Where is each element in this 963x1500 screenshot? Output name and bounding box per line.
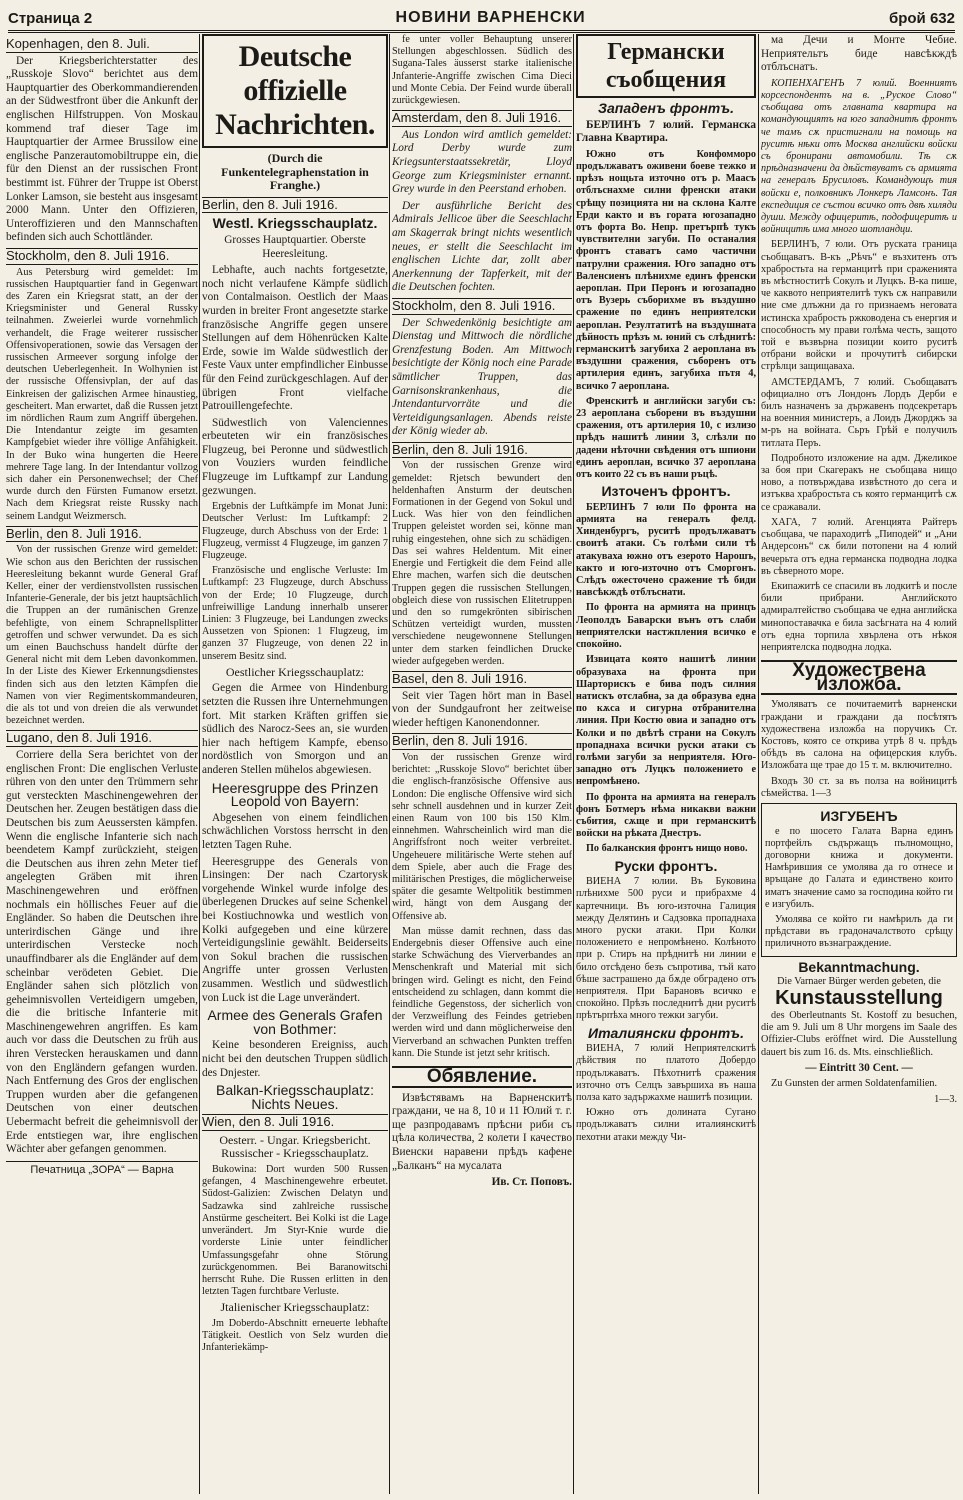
article-text: [761, 776, 957, 800]
article-text: По фронта на армията на принцъ Леополдъ Баварски вънъ отъ слаби неприятелски настжпления всичко е спокойно.: [576, 602, 756, 651]
advertisement-title: Обявление.: [392, 1066, 572, 1088]
article-text: БЕРЛИНЪ 7 юлий. Германска Главна Квартира.: [576, 118, 756, 145]
article-text: е по шосето Галата Варна единъ портфейлъ съдържащъ пълномощно, договорни книжа и документи. Намѣрившия се умолява да го отнесе и връщане до Галата и единствено които иматъ значение само за господина който ги е изгубилъ.: [765, 825, 953, 910]
hq-line: Grosses Hauptquartier. Oberste Heeresleitung.: [224, 233, 366, 260]
article-text: Der ausführliche Bericht des Admirals Jellicoe über die Seeschlacht am Skagerrak bringt nichts wesentlich neues, er stellt die Seeschlacht im englischen Lichte dar, zollt aber Anerkennung der Tapferkeit, mit der die Deutschen fochten.: [392, 199, 572, 294]
article-text: БЕРЛИНЪ 7 юли По фронта на армията на генералъ фелд. Хинденбургъ, руситѣ продължаватъ своитѣ атаки. Съ голѣми сили тѣ атакуваха южно отъ езерото Нарошъ, както и юго-източно отъ Сморгонъ. Слѣдъ ожесточено сражение тѣ биди навсѣкждѣ отблъснати.: [576, 501, 756, 599]
dateline: Stockholm, den 8. Juli 1916.: [6, 248, 198, 265]
section-heading: Jtalienischer Kriegsschauplatz:: [220, 1300, 370, 1315]
section-heading: Balkan-Kriegsschauplatz: Nichts Neues.: [216, 1082, 374, 1112]
article-text: Aus Petersburg wird gemeldet: Im russischen Hauptquartier fand in Gegenwart des Zaren ein Kriegsrat statt, an der der Kriegsminister und General Russky teilnahmen. Zweierlei wurde vornehmlich verhandelt, die Frage weiterer russischer Offensivoperationen, sowie das Versagen der russischen Armeever sorgung infolge der deutschen Ueberlegenheit. In Wolhynien ist der russische Offensivplan, der auf das Einkreisen der galizischen Armee hinaustieg, gescheitert. Man erwartet, daß die Russen jetzt im nördlichen Raum zum Angriff übergehen. Die Intendantur zeigte im gesamten Kampfgebiet wieder ihre völlige Anfähigkeit. In der Buko wina hungerten die Heere mehrere Tage lang. In der Intendantur vollzog sich daher ein Personenwechsel; der Chef wurde durch den Fürsten Fumanow ersetzt. Nach dem Kriegsrat reiste Russky nach seinem Landgut Weizmersch.: [6, 266, 198, 522]
dateline: Berlin, den 8. Juli 1916.: [202, 197, 388, 214]
column-rule: [199, 34, 200, 1494]
article-text: ХАГА, 7 юлий. Агенцията Райтеръ съобщава, че параходитѣ „Пиподей“ и „Ани Андерсонъ“ сѫ били потопени на 4 юлий вечерьта отъ една германска подводна лодка въ сѣверното море.: [761, 516, 957, 577]
article-text: Der Schwedenkönig besichtigte am Dienstag und Mittwoch die nördliche Grenzfestung Boden. Am Mittwoch besichtigte der König noch eine Parade sämtlicher Truppen, das Garnisonskrankenhaus, die Jntendanturvorräte und die Verteidigungsanlagen. Abends reiste der König wieder ab.: [392, 316, 572, 438]
article-text: ВИЕНА 7 юлии. Въ Буковина плѣнихме 500 руси и прибрахме 4 картечници. Въ юго-източна Галиция между Делятинъ и Садзовка пропаднаха много руски атаки. При Колки положението е непромѣнено. Колѣното при р. Стиръ на прѣднитѣ ни линии е било отсѣдено безъ съпротива, тъй като бѣше застрашено да бѫде обградено отъ неприятеля. При Барановъ всичко е спокойно. Прѣзъ последнитѣ дни руситѣ прѣтърпѣха много тежки загуби.: [576, 876, 756, 1022]
article-text: По балканския фронтъ нищо ново.: [586, 843, 748, 855]
ad-run: 1—3.: [934, 1093, 957, 1105]
article-text: Keine besonderen Ereigniss, auch nicht bei den deutschen Truppen südlich des Dnjester.: [202, 1039, 388, 1079]
article-text: Умоляватъ се почитаемитѣ варненски граждани и граждани да посѣтятъ художествена изложба на поручикъ Ст. Костовъ, която се открива утрѣ 8 ч. прѣдъ обѣдъ въ салона на офицерския клубъ. Изложбата ще трае до 15 т. м. включително.: [761, 699, 957, 772]
section-heading: Heeresgruppe des Prinzen Leopold von Bayern:: [211, 779, 379, 810]
article-text: Gegen die Armee von Hindenburg setzten die Russen ihre Unternehmungen fort. Mit starken Kräften griffen sie südlich des Narocz-Sees an, sie wurden hier nach heftigem Kampfe, ebenso nordöstlich von Smorgon und an anderen Stellen mühelos abgewiesen.: [202, 682, 388, 777]
dateline: Amsterdam, den 8. Juli 1916.: [392, 110, 572, 127]
column-2: [202, 34, 388, 1494]
dateline: Kopenhagen, den 8. Juli.: [6, 37, 198, 53]
article-text: Jm Doberdo-Abschnitt erneuerte lebhafte Tätigkeit. Oestlich von Selz wurden die Jnfanteriekämp-: [202, 1317, 388, 1354]
article-text: Zu Gunsten der armen Soldatenfamilien.: [771, 1078, 938, 1090]
column-3: [392, 34, 572, 1494]
page-header: [8, 6, 955, 33]
article-text: ма Дечи и Монте Чебие. Неприятельтъ биде навсѣкждѣ отблъснатъ.: [761, 34, 957, 74]
lost-notice-title: ИЗГУБЕНЪ: [820, 807, 898, 824]
article-text: Умолява се който ги намѣрилъ да ги прѣдстави въ градоначалството срѣщу приличното възнаграждение.: [765, 913, 953, 950]
advertisement-signature: Ив. Ст. Поповъ.: [491, 1176, 572, 1189]
advertisement-text: Извѣстявамъ на Варненскитѣ граждани, че на 8, 10 и 11 Юлий т. г. ще разпродавамъ прѣсни риби съ цѣла количества, 2 колети I качество Виенски наравени прѣдъ кафене „Балканъ“ на мусалата: [392, 1091, 572, 1172]
article-text: Corriere della Sera berichtet von der englischen Front: Die englischen Verluste rühren von den unter den Trümmern sehr gut versteckten Maschinengewehren der Deutschen her. Zeugen bestätigen dass die Deutschen bis zum Aeussersten kämpfen. Wenn die englische Infanterie sich nach beendetem Kampf zurückzieht, steigen die Deutschen aus ihren zehn Meter tief angelegten Gräben mit ihren Maschinengewehren und eröffnen nochmals ein höllisches Feuer auf die Engländer. So haben die Deutschen ihre unterirdischen Gänge und ihre unterirdischen Verstecke noch unauffindbarer als die Engländer auf dem scheinbar verödeten Gebiet. Die Engländer sahen sich plötzlich von geheimnisvollen Verteidigern umgeben, die die britische Infanterie mit Maschinengewehren angriffen. Es kam auch vor dass die Deutschen zu früh aus ihren Verstecken herauskamen und dann von den Engländern gefangen wurden. Nach Entfernung des Gros der englischen Truppen wurden aber die gefangenen Deutschen von einer deutschen Uebermacht befreit die geheimnisvoll der Erde entstiegen war, ihre englischen Wächter aber gefangen genommen.: [6, 749, 198, 1156]
newspaper-title: НОВИНИ ВАРНЕНСКИ: [395, 9, 586, 26]
article-text: Südwestlich von Valenciennes erbeuteten wir ein französisches Flugzeug, bei Peronne und südwestlich von Vouziers wurden feindliche Flugzeuge im Luftkampf zur Landung gezwungen.: [202, 416, 388, 497]
article-text: АМСТЕРДАМЪ, 7 юлий. Съобщаватъ официално отъ Лондонъ Лордъ Дерби е билъ назначенъ за държавенъ подсекретаръ на военния министеръ, а Лоидъ Джорджъ за м-ръ на войната. Сьръ Грѣй е получилъ титлата Перъ.: [761, 376, 957, 449]
section-masthead: Deutsche offizielle Nachrichten.: [202, 34, 388, 148]
article-text: Heeresgruppe des Generals von Linsingen: Der nach Czartorysk vorgehende Winkel wurde infolge des überlegenen Druckes auf seine Schenkel bei Kostiuchnowka und westlich von Kolki aufgegeben und eine kürzere Verteidigungslinie gewählt. Beiderseits von Sokul brachen die russischen Angriffe unter grossen Verlusten zusammen. Westlich und südwestlich von Luck ist die Lage unverändert.: [202, 855, 388, 1004]
column-rule: [389, 34, 390, 1494]
article-text: Französische und englische Verluste: Im Luftkampf: 23 Flugzeuge, durch Abschuss von der Erde; 10 Flugzeuge, durch unfreiwillige Landung innerhalb unserer Linien: 3 Flugzeuge, bei Landungen zwecks Aussetzen von Spionen: 1 Flugzeug, im ganzen 37 Flugzeuge, von denen 22 in unserem Besitz sind.: [202, 565, 388, 662]
section-heading: Западенъ фронтъ.: [598, 100, 734, 116]
article-text: КОПЕНХАГЕНЪ 7 юлий. Военниятъ корсеспондентъ на в. „Руское Слово“ съобщава отъ главната квартира на командующиятъ на юго западнитѣ фронтъ че тамъ сѫ пристигнали на помощь на руситѣ нѣки отъ Москва английски войски съ бронирани автомобили. Тѣ сѫ прѣдназначени да дѣйствуватъ съ армията на генералъ Брусиловъ. Командующъ тия войски е, полковникъ Лонкеръ Ламсонъ. Тая експедиция се състои всичко отъ двѣ хиляди души. Между офицеритѣ, подофицеритѣ и войницитѣ има много шотландци.: [761, 77, 957, 236]
dateline: Berlin, den 8. Juli 1916.: [392, 733, 572, 750]
article-text: Екипажитѣ се спасили въ лодкитѣ и после били прибрани. Английското адмиралтейство съобщава че една английска минопоставачка е била засѣгната на 4 юлий отъ една торпила хвърлена отъ нѣкоя неприятелска подводна лодка.: [761, 580, 957, 653]
article-text: Von der russischen Grenze wird berichtet: „Russkoje Slovo“ berichtet über die englisch-französische Offensive aus London: Die englische Offensive wird sich sehr schnell ausdehnen und in kurzer Zeit einen Raum von 100 bis 150 Klm. einnehmen. Wahrscheinlich wird man die Angriffsfront noch weiter verbreitet. Ungeheuere militärische Werte stehen auf dem Spiele, aber auch die Frage des militärischen Prestiges, die möglicherweise später die gesamte Weltpolitik bestimmen wird, hängt von dem Ausgang der Offensive ab.: [392, 751, 572, 922]
section-masthead: Германски съобщения: [576, 34, 756, 98]
article-text: Die Varnaer Bürger werden gebeten, die: [777, 976, 941, 988]
section-heading: Руски фронтъ.: [614, 857, 718, 874]
dateline: Basel, den 8. Juli 1916.: [392, 671, 572, 688]
entry-fee: — Eintritt 30 Cent. —: [805, 1061, 913, 1074]
article-text: Южно отъ Конфомморо продължаватъ оживени боеве тежко и прѣзъ нощьта източно отъ р. Маасъ отблъснахме силни френски атаки срѣщу позицията ни на склона Калте Ерди както и въ гората югозападно отъ форта Во. Непр. претърпѣ тукъ чувствителни загуби. По останалия фронтъ ставатъ само частични патрулни сражения. Юго западно отъ Валенсиенъ плѣнихме единъ френски аероплан. При Перонъ и югозападно отъ Вузерь съборихме въ въздушно сражение по единъ неприятелски аероплан. Резултатитѣ на въздушната дѣйность прѣзъ м. юний съ слѣднитѣ: германскитѣ загубиха 2 аероплана въ въздушни сражения, съборенъ отъ артилерия единъ, загубиха пътя 4, всичко 7 аероплана.: [576, 148, 756, 392]
article-text: Ergebnis der Luftkämpfe im Monat Juni: Deutscher Verlust: Im Luftkampf: 2 Flugzeuge, durch Abschuss von der Erde: 1 Flugzeug, vermisst 4 Flugzeuge, im ganzen 7 Flugzeuge.: [202, 501, 388, 562]
article-text: Южно отъ долината Сугано продължаватъ силни италиянскитѣ пехотни атаки между Чи-: [576, 1107, 756, 1143]
issue-number: брой 632: [888, 9, 955, 27]
exhibition-title: Художествена изложба.: [761, 660, 957, 695]
section-heading: Armee des Generals Grafen von Bothmer:: [207, 1007, 383, 1037]
ad-run: 1—3: [810, 787, 832, 799]
lost-notice: [761, 803, 957, 957]
article-text: fe unter voller Behauptung unserer Stellungen abgeschlossen. Südlich des Sugana-Tales äusserst starke italienische Jnfanterie-Angriffe zwischen Cima Dieci und Monte Cebia. Der Feind wurde überall zurückgewiesen.: [392, 34, 572, 107]
article-text: ВИЕНА, 7 юлий Неприятелскитѣ дѣйствия по платото Добердо продължаватъ. Пѣхотнитѣ сражения източно отъ Селцъ завършиха въ наша полза като задържахме нашитѣ позиции.: [576, 1043, 756, 1103]
dateline: Berlin, den 8. Juli 1916.: [6, 526, 198, 543]
masthead-subtitle: (Durch die Funkentelegraphenstation in Franghe.): [221, 151, 369, 193]
page-number: Страница 2: [8, 9, 93, 27]
article-text: Подробното изложение на адм. Джеликое за боя при Скагеракъ не съобщава нищо ново, а потвърждава извѣстното до сега и изтъква храбростьта съ която германцитѣ сѫ се сражавали.: [761, 452, 957, 513]
article-text: БЕРЛИНЪ, 7 юли. Отъ руската граница съобщаватъ. В-къ „Рѣчъ“ е възхитенъ отъ храбростьта на германцитѣ при сраженията въ мѣстноститѣ Сокулъ и Луцкъ. В-ка пише, че каквото неприятелитѣ тукъ сѫ направили ние сме длъжни да го признаемъ неговата истинска храбрость ржководена съ енергия и способность му прави голѣма честь, защото той е възвърна позиции които руситѣ отбрани войски и прочутитѣ сибирски стрѣлци защищаваха.: [761, 239, 957, 373]
section-heading: Източенъ фронтъ.: [601, 483, 731, 500]
column-rule: [758, 34, 759, 1494]
exhibition-heading: Kunstausstellung: [775, 987, 943, 1010]
article-text: Bukowina: Dort wurden 500 Russen gefangen, 4 Maschinengewehre erbeutet. Südost-Galizien: Zwischen Delatyn und Sadzawka sind zahlreiche russische Anstürme gescheitert. Bei Kolki ist die Lage unverändert. Jm Styr-Knie wurde die vorderste Linie unter feindlicher Umfassungsgefahr ohne Störung zurückgenommen. Bei Baranowitschi herrscht Ruhe. Die Russen erlitten in den letzten Tagen furchtbare Verluste.: [202, 1164, 388, 1298]
dateline: Wien, den 8. Juli 1916.: [202, 1114, 388, 1131]
article-text: Der Kriegsberichterstatter des „Russkoje Slovo“ berichtet aus dem Hauptquartier des Oberkommandierenden an der Südwestfront über die Ankunft der englischen Hilfstruppen. Von Moskau kommend traf dieser Tage im Hauptquartier der Armee Brussilow eine englische Panzerautomobiltruppe ein, die für den Dienst an der russischen Front bestimmt ist. Führer der Truppe ist Oberst Lonker Lamson, sie besteht aus insgesamt 2000 Mann. Unter den Offizieren, Unteroffizieren und den Mannschaften befinden sich auch Schottländer.: [6, 54, 198, 244]
article-text: Извицата която нашитѣ линии образуваха на фронта при Шарторискъ е бива подъ силния натискъ отслабна, за да образува една по кѫса и сигурна отбранителна линия. При Костю овиа и западно отъ Колки и по двѣтѣ страни на Сокулъ пропаднаха всички руски атаки съ голѣми загуби за неприятеля. Юго-западно отъ Луцкъ положението е непромѣнено.: [576, 654, 756, 788]
article-text: Von der russischen Grenze wird gemeldet: Rjetsch bewundert den heldenhaften Ansturm der deutschen Formationen in der Gegend von Sokul und Luck. Was hier von den feindlichen Truppen geleistet worden sei, könne man ruhig eingestehen, ohne sich zu schädigen. Das sei wahres Heldentum. Mit einer Energie und Fertigkeit die dem Feind alle Ehre machen, warfen sich die deutschen Truppen gegen die russischen Stellungen, obgleich diese von russischen Elitetruppen und den so rumgekrönten sibirischen Schützen verteidigt wurden, mussten verschiedene neugewonnene Stellungen unter dem starken feindlichen Drucke wieder aufgegeben werden.: [392, 460, 572, 667]
article-text: Abgesehen von einem feindlichen schwächlichen Vorstoss herrscht in den letzten Tagen Ruhe.: [202, 811, 388, 852]
column-1: [6, 34, 198, 1494]
section-heading: Oestlicher Kriegsschauplatz:: [225, 664, 365, 679]
dateline: Lugano, den 8. Juli 1916.: [6, 730, 198, 747]
column-5: [761, 34, 957, 1494]
entry-fee: Входъ 30 ст. за въ полза на войницитѣ сѣмейства.: [761, 775, 957, 799]
section-heading: Италиянски фронтъ.: [588, 1024, 744, 1041]
article-text: Lebhafte, auch nachts fortgesetzte, noch nicht verlaufene Kämpfe südlich von Contalmaison. Oestlich der Maas wurden in breiter Front angesetzte starke französische Angriffe gegen unsere Stellungen auf dem Höhenrücken Kalte Erde, sowie im Walde südwestlich der Feste Vaux unter empfindlicher Einbusse für den Feind zurückgeschlagen. Auf der übrigen Front vielfache Patrouillengefechte.: [202, 264, 388, 413]
printer-imprint: Печатница „ЗОРА“ — Варна: [6, 1161, 198, 1178]
column-rule: [573, 34, 574, 1494]
dateline: Stockholm, den 8. Juli 1916.: [392, 298, 572, 315]
article-text: Френскитѣ и английски загуби съ: 23 аероплана съборени въ въздушни сражения, отъ артилерия 10, с излизо прѣдъ нашитѣ линии 3, слѣзли по дадени нѣточни свѣдения отъ шпиони единъ аероплан, всичко 37 аероплана отъ които 22 съ въ наши ръцѣ.: [576, 395, 756, 481]
section-heading: Westl. Kriegsschauplatz.: [212, 215, 378, 232]
article-text: Man müsse damit rechnen, dass das Endergebnis dieser Offensive auch eine starke Schwächung des Vierverbandes an Menschenkraft und Material mit sich bringen wird. Gelingt es nicht, den Feind entscheidend zu schlagen, dann kommt die feindliche Gegenstoss, der sicherlich von der Verzweiflung des Feindes getrieben werden wird und dann möglicherweise den Vierverband an schwachen Punkten treffen kann. Die Stunde ist jetzt sehr kritisch.: [392, 925, 572, 1059]
notice-title: Bekanntmachung.: [798, 958, 920, 975]
article-text: Aus London wird amtlich gemeldet: Lord Derby wurde zum Kriegsunterstaatssekretär, Lloyd George zum Kriegsminister ernannt. Grey wurde in den Peerstand erhoben.: [392, 128, 572, 196]
article-text: des Oberleutnants St. Kostoff zu besuchen, die am 9. Juli um 8 Uhr morgens im Saale des Offizier-Clubs eröffnet wird. Die Ausstellung dauert bis zum 16. ds. Mts. einschließlich.: [761, 1009, 957, 1058]
dateline: Berlin, den 8. Juli 1916.: [392, 442, 572, 459]
article-text: По фронта на армията на генералъ фонъ Ботмеръ нѣма никакви важни събития, сѫще и при германскитѣ войски на рѣката Днестръ.: [576, 791, 756, 840]
article-text: Von der russischen Grenze wird gemeldet: Wie schon aus den Berichten der russischen Heeresleitung bekannt wurde General Graf Keller, einer der verdienstvollsten russischen Infanterie-Generale, der bis jetzt hauptsächlich die Truppen an der rumänischen Grenze befehligte, von einem Schrapnellsplitter getroffen und schwer verwundet. Da es sich um einen Bauchschuss handelt dürfte der General nicht mit dem Leben davonkommen. In der Liste des Kiewer Erkennungsdienstes finden sich aus den letzten Kämpfen die Namen von vier Regimentskommandeuren, die als tot und von dreien die als verwundet bezeichnet werden.: [6, 544, 198, 727]
article-text: Seit vier Tagen hört man in Basel von der Sundgaufront her zeitweise wieder heftigen Kanonendonner.: [392, 689, 572, 729]
column-4: [576, 34, 756, 1494]
section-heading: Oesterr. - Ungar. Kriegsbericht. Russischer - Kriegsschauplatz.: [219, 1132, 371, 1161]
